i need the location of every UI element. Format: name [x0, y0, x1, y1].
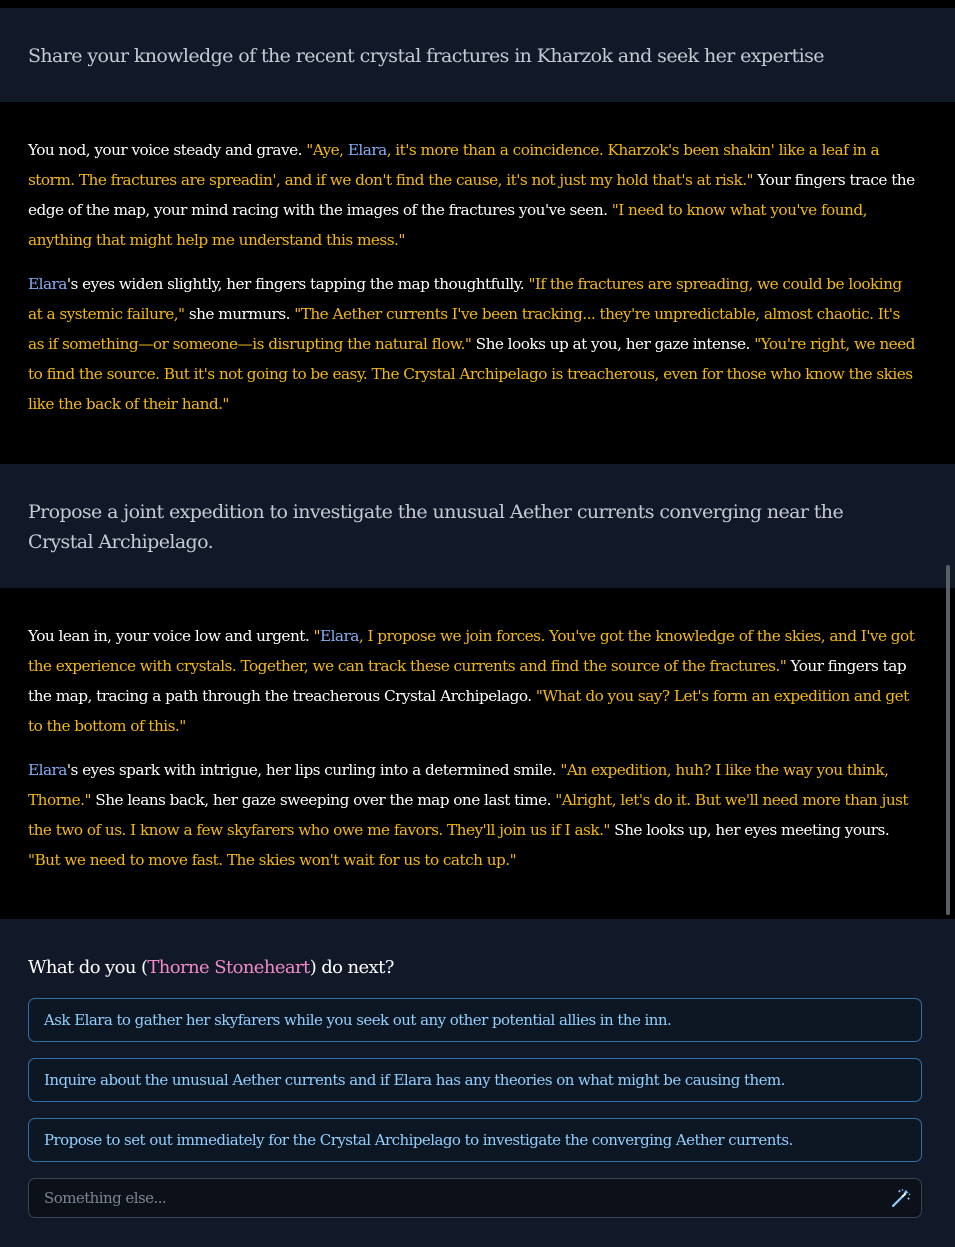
narration-text: 's eyes spark with intrigue, her lips curling into a determined smile.	[66, 761, 561, 779]
dialogue-text: , it's more than a coincidence. Kharzok's been shakin' like a leaf in a storm. The fractures are spreadin', and if we don't find the cause, it's not just my hold that's at risk."	[28, 141, 880, 189]
dialogue-text: "But we need to move fast. The skies won't wait for us to catch up."	[28, 851, 517, 869]
option-button-2[interactable]: Inquire about the unusual Aether currents and if Elara has any theories on what might be causing them.	[28, 1058, 922, 1102]
scrollbar-thumb[interactable]	[946, 565, 950, 915]
narration-text: Your fingers tap the map, tracing a path through the treacherous Crystal Archipelago.	[28, 657, 907, 705]
narration-text: She looks up, her eyes meeting yours.	[609, 821, 890, 839]
narration-block	[0, 588, 955, 919]
character-name: Elara	[347, 141, 387, 159]
past-choice-text: Share your knowledge of the recent crystal fractures in Kharzok and seek her expertise	[28, 45, 824, 67]
narration-text: She looks up at you, her gaze intense.	[471, 335, 755, 353]
custom-action-input[interactable]	[29, 1179, 879, 1217]
narration-paragraph	[28, 621, 915, 741]
narration-text: She leans back, her gaze sweeping over the map one last time.	[90, 791, 556, 809]
dialogue-text: "Alright, let's do it. But we'll need more than just the two of us. I know a few skyfarers who owe me favors. They'll join us if I ask."	[28, 791, 909, 839]
player-character-name: Thorne Stoneheart	[147, 957, 310, 978]
character-name: Elara	[319, 627, 359, 645]
custom-action-field	[28, 1178, 922, 1218]
narration-paragraph	[28, 269, 915, 419]
dialogue-text: , I propose we join forces. You've got the knowledge of the skies, and I've got the experience with crystals. Together, we can track these currents and find the source of the fractures."	[28, 627, 915, 675]
dialogue-text: "	[313, 627, 320, 645]
dialogue-text: "I need to know what you've found, anything that might help me understand this mess."	[28, 201, 867, 249]
option-button-3[interactable]: Propose to set out immediately for the Crystal Archipelago to investigate the converging Aether currents.	[28, 1118, 922, 1162]
prompt-suffix: ) do next?	[309, 957, 394, 978]
narration-text: Your fingers trace the edge of the map, your mind racing with the images of the fractures you've seen.	[28, 171, 915, 219]
dialogue-text: "Aye,	[306, 141, 348, 159]
narration-paragraph	[28, 755, 915, 875]
magic-wand-icon[interactable]	[891, 1188, 911, 1208]
dialogue-text: "If the fractures are spreading, we could be looking at a systemic failure,"	[28, 275, 902, 323]
past-choice	[0, 8, 955, 102]
narration-text: You nod, your voice steady and grave.	[28, 141, 307, 159]
narration-block	[0, 102, 955, 464]
character-name: Elara	[28, 761, 67, 779]
past-choice-text: Propose a joint expedition to investigate the unusual Aether currents converging near the Crystal Archipelago.	[28, 501, 844, 553]
option-button-1[interactable]: Ask Elara to gather her skyfarers while you seek out any other potential allies in the inn.	[28, 998, 922, 1042]
character-name: Elara	[28, 275, 67, 293]
next-action-prompt	[28, 953, 394, 983]
dialogue-text: "An expedition, huh? I like the way you think, Thorne."	[28, 761, 889, 809]
prompt-prefix: What do you (	[28, 957, 148, 978]
narration-paragraph	[28, 135, 915, 255]
dialogue-text: "You're right, we need to find the source. But it's not going to be easy. The Crystal Archipelago is treacherous, even for those who know the skies like the back of their hand."	[28, 335, 915, 413]
top-edge	[0, 0, 955, 8]
dialogue-text: "What do you say? Let's form an expedition and get to the bottom of this."	[28, 687, 909, 735]
narration-text: You lean in, your voice low and urgent.	[28, 627, 314, 645]
past-choice	[0, 464, 955, 588]
narration-text: 's eyes widen slightly, her fingers tapping the map thoughtfully.	[66, 275, 529, 293]
dialogue-text: "The Aether currents I've been tracking... they're unpredictable, almost chaotic. It's as if something—or someone—is disrupting the natural flow."	[28, 305, 900, 353]
narration-text: she murmurs.	[184, 305, 295, 323]
